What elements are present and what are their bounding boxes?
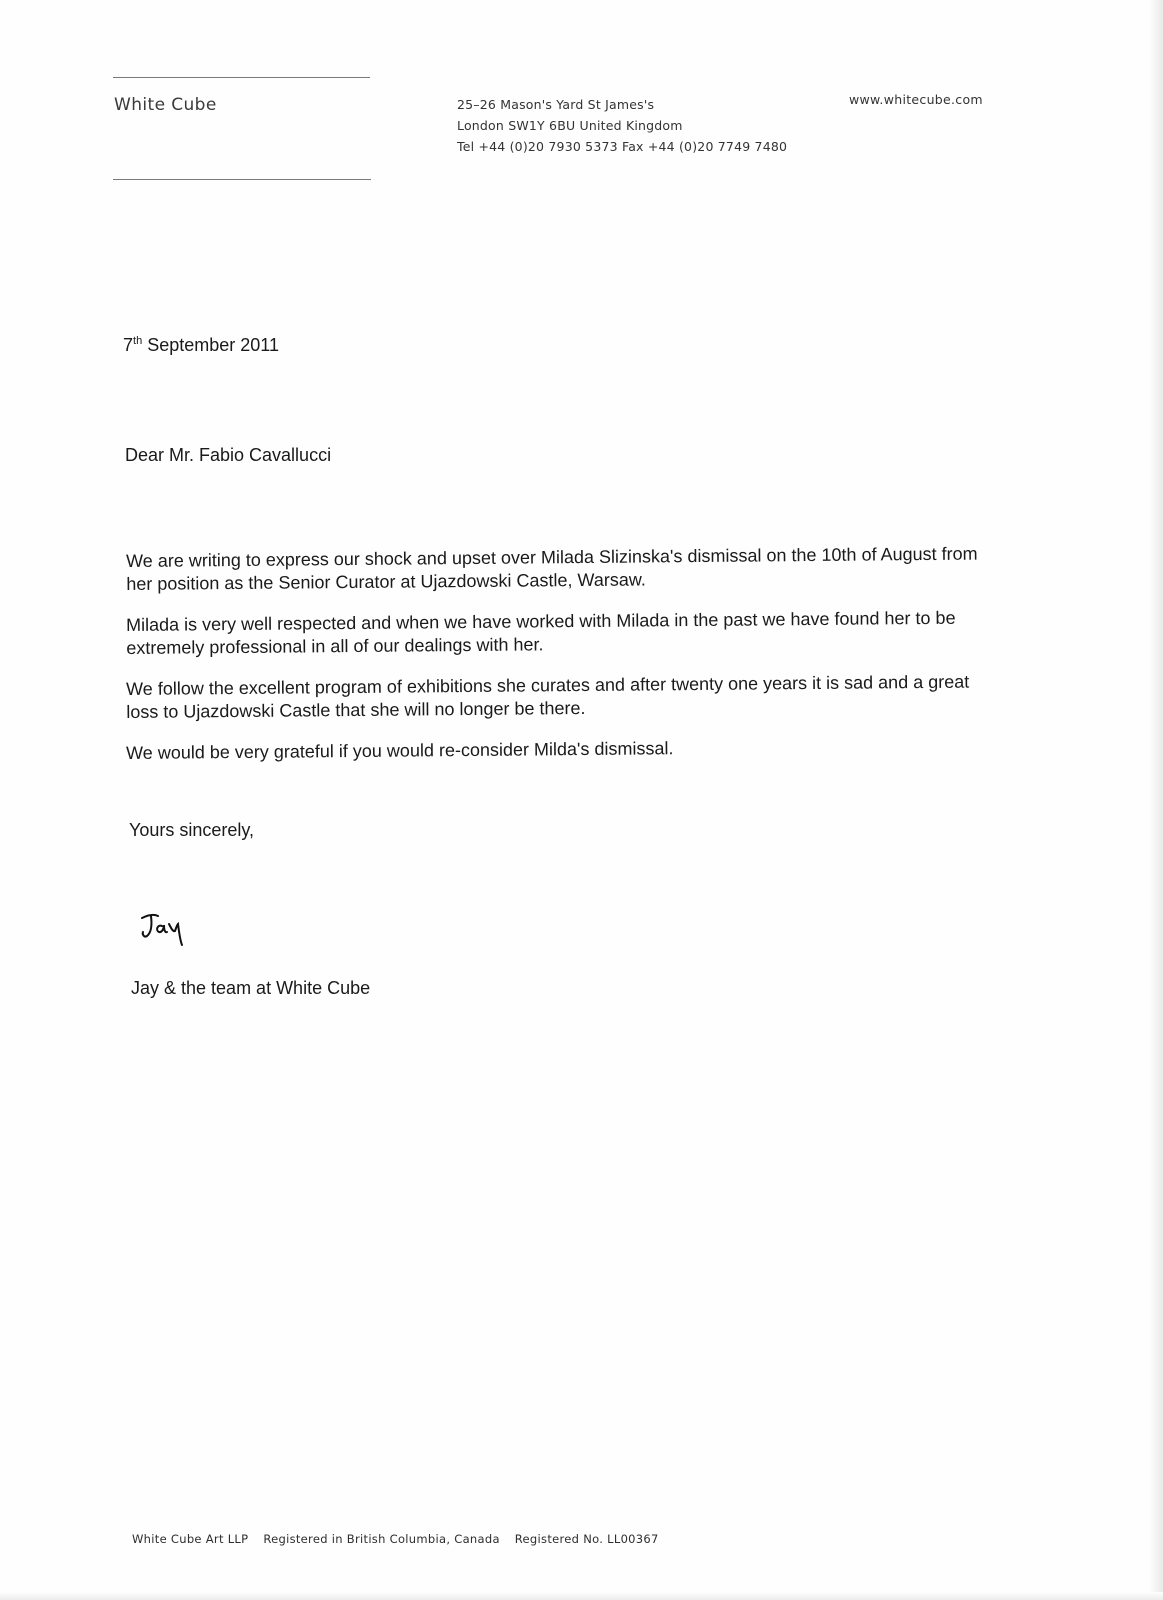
date-day: 7 [123, 335, 134, 355]
footer-registration-number: Registered No. LL00367 [514, 1532, 659, 1546]
scan-edge-shadow [1149, 0, 1163, 1600]
date-suffix: th [133, 335, 143, 347]
date-month-year: September 2011 [142, 335, 279, 355]
closing: Yours sincerely, [129, 820, 255, 840]
letterhead-top-rule [113, 77, 370, 78]
website-link[interactable]: www.whitecube.com [849, 92, 983, 107]
letterhead-address [457, 94, 787, 157]
footer-registration-place: Registered in British Columbia, Canada [263, 1532, 500, 1546]
brand-name: White Cube [114, 95, 217, 115]
salutation: Dear Mr. Fabio Cavallucci [125, 445, 332, 465]
footer-registration [132, 1532, 670, 1546]
scan-bottom-shadow [0, 1592, 1163, 1600]
address-line-2: London SW1Y 6BU United Kingdom [457, 118, 683, 133]
signer-name: Jay & the team at White Cube [131, 978, 371, 998]
letter-date [123, 335, 279, 356]
footer-company: White Cube Art LLP [132, 1532, 249, 1546]
body-paragraph-4: We would be very grateful if you would re-consider Milda's dismissal. [126, 738, 674, 763]
letterhead-bottom-rule [113, 179, 371, 180]
letter-body [126, 543, 1006, 783]
body-paragraph-1: We are writing to express our shock and upset over Milada Slizinska's dismissal on the 10th of August from her position as the Senior Curator at Ujazdowski Castle, Warsaw. [126, 543, 978, 594]
handwritten-signature [138, 912, 190, 948]
address-line-1: 25–26 Mason's Yard St James's [457, 97, 655, 112]
body-paragraph-3: We follow the excellent program of exhibitions she curates and after twenty one years it is sad and a great loss to Ujazdowski Castle that she will no longer be there. [126, 671, 970, 722]
address-line-3: Tel +44 (0)20 7930 5373 Fax +44 (0)20 7749 7480 [457, 139, 788, 154]
body-paragraph-2: Milada is very well respected and when we have worked with Milada in the past we have found her to be extremely professional in all of our dealings with her. [126, 607, 956, 658]
